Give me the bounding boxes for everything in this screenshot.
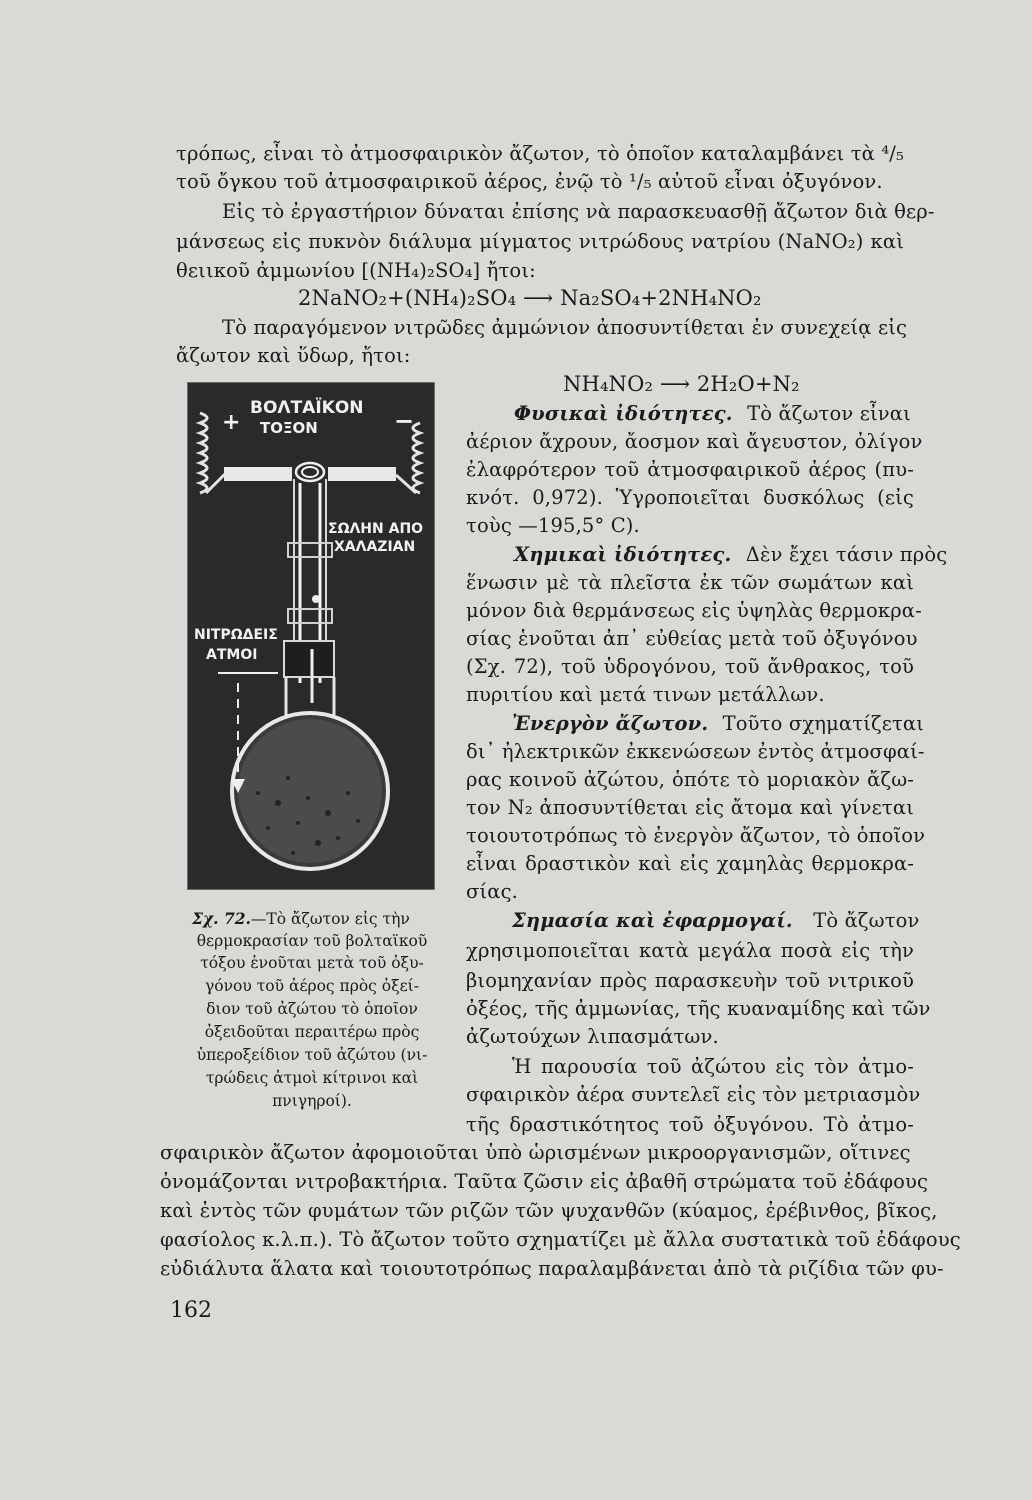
text-line: ἕνωσιν μὲ τὰ πλεῖστα ἐκ τῶν σωμάτων καὶ	[466, 571, 914, 594]
text-line: βιομηχανίαν πρὸς παρασκευὴν τοῦ νιτρικοῦ	[466, 969, 914, 992]
text-line: εὐδιάλυτα ἅλατα καὶ τοιουτοτρόπως παραλαμβάνεται ἀπὸ τὰ ριζίδια τῶν φυ-	[160, 1257, 944, 1280]
right-electrode	[328, 467, 396, 481]
text-line: (Σχ. 72), τοῦ ὑδρογόνου, τοῦ ἄνθρακος, τοῦ	[466, 655, 914, 678]
figure-label: ΒΟΛΤΑΪΚΟΝ	[250, 398, 364, 418]
caption-line: θερμοκρασίαν τοῦ βολταϊκοῦ	[196, 932, 428, 950]
paragraph-first-line	[514, 400, 911, 428]
text-line: ὀνομάζονται νιτροβακτήρια. Ταῦτα ζῶσιν εἰς ἀβαθῆ στρώματα τοῦ ἐδάφους	[160, 1170, 929, 1193]
section-heading: Φυσικαὶ ἰδιότητες.	[514, 402, 733, 425]
caption-line: τρώδεις ἀτμοὶ κίτρινοι καὶ	[205, 1069, 419, 1087]
text-line: σίας ἑνοῦται ἀπ᾽ εὐθείας μετὰ τοῦ ὀξυγόνου	[466, 627, 918, 650]
text-line: τον N₂ ἀποσυντίθεται εἰς ἄτομα καὶ γίνεται	[466, 796, 914, 819]
page-number: 162	[170, 1298, 212, 1323]
text-line: μόνον διὰ θερμάνσεως εἰς ὑψηλὰς θερμοκρα-	[466, 599, 922, 622]
caption-label: Σχ. 72.	[192, 909, 251, 928]
figure-label: ΑΤΜΟΙ	[206, 647, 258, 663]
text-line: τῆς δραστικότητος τοῦ ὀξυγόνου. Τὸ ἀτμο-	[466, 1113, 914, 1136]
caption-text: —Τὸ ἄζωτον εἰς τὴν	[250, 910, 410, 928]
text-line: ὀξέος, τῆς ἀμμωνίας, τῆς κυαναμίδης καὶ τῶν	[466, 997, 931, 1020]
flask-stopper	[284, 641, 334, 677]
text-run: Τοῦτο σχηματίζεται	[722, 712, 925, 735]
caption-line: διον τοῦ ἀζώτου τὸ ὁποῖον	[206, 1000, 418, 1018]
arc-spark-icon	[296, 463, 324, 481]
text-line: ἀέριον ἄχρουν, ἄοσμον καὶ ἄγευστον, ὀλίγον	[466, 430, 923, 453]
text-run: Τὸ ἄζωτον εἶναι	[747, 402, 911, 425]
figure-voltaic-arc	[188, 383, 434, 889]
text-line: σίας.	[466, 880, 518, 903]
paragraph-first-line	[512, 710, 924, 738]
text-line: πυριτίου καὶ μετά τινων μετάλλων.	[466, 683, 825, 706]
text-line: τοὺς —195,5° C).	[466, 514, 640, 537]
caption-line: τόξου ἑνοῦται μετὰ τοῦ ὀξυ-	[200, 954, 424, 972]
text-run: Τὸ ἄζωτον	[813, 909, 920, 932]
minus-sign: −	[394, 407, 415, 435]
text-line: Εἰς τὸ ἐργαστήριον δύναται ἐπίσης νὰ παρασκευασθῇ ἄζωτον διὰ θερ-	[222, 200, 935, 223]
text-line: τρόπως, εἶναι τὸ ἀτμοσφαιρικὸν ἄζωτον, τὸ ὁποῖον καταλαμβάνει τὰ ⁴/₅	[176, 142, 904, 165]
paragraph-first-line	[512, 907, 920, 935]
text-line: φασίολος κ.λ.π.). Τὸ ἄζωτον τοῦτο σχηματίζει μὲ ἄλλα συστατικὰ τοῦ ἐδάφους	[160, 1228, 961, 1251]
text-line: ἐλαφρότερον τοῦ ἀτμοσφαιρικοῦ ἀέρος (πυ-	[466, 458, 914, 481]
text-line: Ἡ παρουσία τοῦ ἀζώτου εἰς τὸν ἀτμο-	[512, 1055, 914, 1078]
caption-line: ὀξειδοῦται περαιτέρω πρὸς	[204, 1023, 420, 1041]
plus-sign: +	[222, 410, 241, 435]
text-line: τοῦ ὄγκου τοῦ ἀτμοσφαιρικοῦ ἀέρος, ἐνῷ τὸ ¹/₅ αὐτοῦ εἶναι ὀξυγόνον.	[176, 170, 883, 193]
figure-illustration	[188, 383, 434, 889]
section-heading: Σημασία καὶ ἐφαρμογαί.	[512, 909, 793, 932]
text-line: χρησιμοποιεῖται κατὰ μεγάλα ποσὰ εἰς τὴν	[466, 939, 914, 962]
text-line: σφαιρικὸν ἄζωτον ἀφομοιοῦται ὑπὸ ὡρισμένων μικροοργανισμῶν, οἵτινες	[160, 1141, 911, 1164]
text-line: ρας κοινοῦ ἀζώτου, ὁπότε τὸ μοριακὸν ἄζω-	[466, 768, 914, 791]
text-line: μάνσεως εἰς πυκνὸν διάλυμα μίγματος νιτρώδους νατρίου (NaNO₂) καὶ	[176, 230, 904, 253]
caption-line: γόνου τοῦ ἀέρος πρὸς ὀξεί-	[205, 977, 419, 995]
caption-line: ὑπεροξείδιον τοῦ ἀζώτου (νι-	[196, 1046, 428, 1064]
left-electrode	[224, 467, 292, 481]
equation: 2NaNO₂+(NH₄)₂SO₄ ⟶ Na₂SO₄+2NH₄NO₂	[298, 286, 762, 310]
figure-label: ΤΟΞΟΝ	[260, 419, 318, 437]
text-line: Τὸ παραγόμενον νιτρῶδες ἀμμώνιον ἀποσυντίθεται ἐν συνεχείᾳ εἰς	[222, 316, 908, 339]
text-line: καὶ ἐντὸς τῶν φυμάτων τῶν ριζῶν τῶν ψυχανθῶν (κύαμος, ἐρέβινθος, βῖκος,	[160, 1199, 938, 1222]
left-coil-icon	[200, 413, 207, 493]
text-line: σφαιρικὸν ἀέρα συντελεῖ εἰς τὸν μετριασμὸν	[466, 1083, 921, 1106]
figure-label: ΧΑΛΑΖΙΑΝ	[334, 539, 416, 555]
figure-caption-first-line	[192, 908, 410, 931]
text-line: θειικοῦ ἀμμωνίου [(NH₄)₂SO₄] ἤτοι:	[176, 259, 536, 282]
section-heading: Ἐνεργὸν ἄζωτον.	[512, 712, 709, 735]
figure-label: ΝΙΤΡΩΔΕΙΣ	[194, 627, 278, 643]
text-run: Δὲν ἔχει τάσιν πρὸς	[745, 543, 948, 566]
text-line: τοιουτοτρόπως τὸ ἐνεργὸν ἄζωτον, τὸ ὁποῖον	[466, 824, 926, 847]
text-line: δι᾽ ἠλεκτρικῶν ἐκκενώσεων ἐντὸς ἀτμοσφαί-	[466, 740, 925, 763]
text-line: ἀζωτούχων λιπασμάτων.	[466, 1025, 719, 1048]
text-line: κνότ. 0,972). Ὑγροποιεῖται δυσκόλως (εἰς	[466, 486, 914, 509]
figure-label: ΣΩΛΗΝ ΑΠΟ	[328, 521, 424, 537]
text-line: εἶναι δραστικὸν καὶ εἰς χαμηλὰς θερμοκρα-	[466, 852, 914, 875]
equation: NH₄NO₂ ⟶ 2H₂O+N₂	[563, 372, 800, 396]
text-line: ἄζωτον καὶ ὕδωρ, ἤτοι:	[176, 344, 411, 367]
caption-line: πνιγηροί).	[272, 1092, 352, 1110]
section-heading: Χημικαὶ ἰδιότητες.	[514, 543, 732, 566]
paragraph-first-line	[514, 541, 947, 569]
